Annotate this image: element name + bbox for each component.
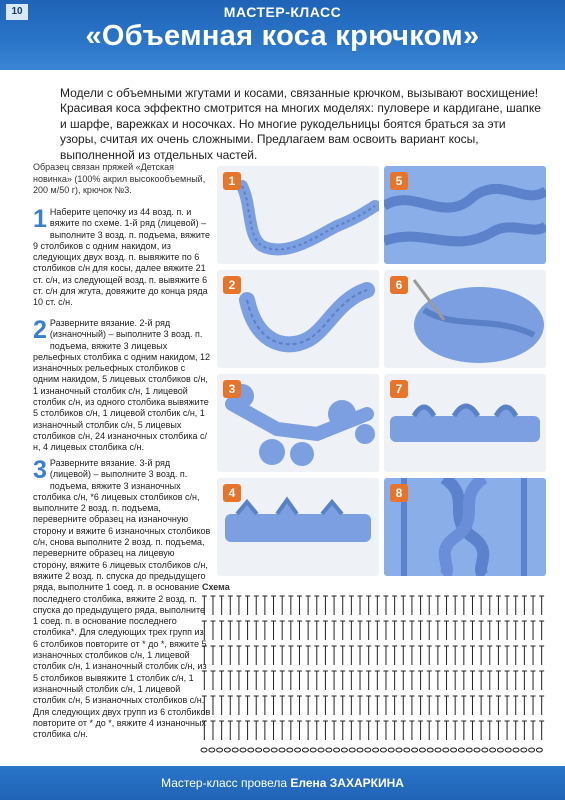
chain-stitch xyxy=(217,748,223,752)
yarn-bumps-illustration xyxy=(384,374,546,472)
chain-stitch xyxy=(373,748,379,752)
intro-paragraph: Модели с объемными жгутами и косами, связанные крючком, вызывают восхищение! xyxy=(60,86,539,100)
step-number: 2 xyxy=(33,316,47,344)
chain-stitch xyxy=(482,748,488,752)
chain-stitch xyxy=(326,748,332,752)
step-text: Разверните вязание. 2-й ряд (изнаночный) – выполните 3 возд. п. подъема, вяжите 3 лицевых рельефных столбика с одним накидом, 12 изнаночных рельефных столбиков с одним накидом, 5 лицевых столбиков с/н, 1 изнаночный столбик с/н, 1 лицевой столбик с/н, из одного столбика вывяжите 5 столбиков с/н, 1 лицевой столбик с/н, 1 изнаночный столбик с/н, 5 лицевых столбиков с/н, 24 изнаночных столбика с/н, 4 лицевых столбика с/н. xyxy=(33,318,211,453)
credits-prefix: Мастер-класс провела xyxy=(161,776,291,790)
chain-stitch xyxy=(380,748,386,752)
chain-stitch xyxy=(201,748,207,752)
photo-badge: 5 xyxy=(390,172,408,190)
chain-stitch xyxy=(287,748,293,752)
chain-stitch xyxy=(427,748,433,752)
chain-stitch xyxy=(256,748,262,752)
chain-stitch xyxy=(388,748,394,752)
chain-stitch xyxy=(318,748,324,752)
chain-stitch xyxy=(248,748,254,752)
chain-stitch xyxy=(396,748,402,752)
page-title: «Объемная коса крючком» xyxy=(85,20,480,52)
step-3 xyxy=(33,458,211,740)
chain-stitch xyxy=(497,748,503,752)
step-text: Наберите цепочку из 44 возд. п. и вяжите по схеме. 1-й ряд (лицевой) – выполните 3 возд. п. подъема, вяжите 9 столбиков с одним накидом, из следующих двух возд. п. вывяжите по 6 столбиков с/н для косы, далее вяжите 21 ст. с/н, из следующей возд. п. вывяжите 6 ст. с/н для жгута, довяжите до конца ряда 10 ст. с/н. xyxy=(33,207,210,308)
credits xyxy=(0,776,565,790)
step-text: Разверните вязание. 3-й ряд (лицевой) – выполните 3 возд. п. подъема, вяжите 3 изнаночных столбика с/н, *6 лицевых столбиков с/н, выполните 2 возд. п. подъема, переверните образец на изнаночную сторону и вяжите 6 изнаночных столбиков с/н, снова выполните 2 возд. п. подъема, переверните образец на лицевую сторону, вяжите 6 лицевых столбиков с/н, вяжите 2 возд. п. спуска до предыдущего ряда, выполните 1 соед. п. в основание последнего столбика, вяжите 2 возд. п. спуска до предыдущего ряда, выполните 1 соед. п. в основание последнего столбика*. Для следующих трех групп из 6 столбиков повторите от * до *, вяжите 5 изнаночных столбиков с/н, 1 лицевой столбик с/н, 1 изнаночный столбик с/н, из 5 столбиков вывяжите 1 столбик с/н, 1 изнаночный столбик с/н, 1 лицевой столбик с/н, 5 изнаночных столбиков с/н. Для следующих двух групп из 6 столбиков повторите от * до *, вяжите 4 изнаночных столбика с/н. xyxy=(33,458,211,740)
yarn-lobes-illustration xyxy=(217,374,379,472)
crochet-chart xyxy=(200,592,546,758)
chain-stitch xyxy=(232,748,238,752)
chain-stitch xyxy=(505,748,511,752)
chain-stitch xyxy=(334,748,340,752)
photo-badge: 7 xyxy=(390,380,408,398)
chain-stitch xyxy=(263,748,269,752)
photo-step-5 xyxy=(384,166,546,264)
chain-stitch xyxy=(474,748,480,752)
photo-step-7 xyxy=(384,374,546,472)
chain-stitch xyxy=(490,748,496,752)
chain-stitch xyxy=(295,748,301,752)
chain-stitch xyxy=(435,748,441,752)
chain-stitch xyxy=(458,748,464,752)
yarn-hook-illustration xyxy=(384,270,546,368)
photo-step-8 xyxy=(384,478,546,576)
photo-badge: 4 xyxy=(223,484,241,502)
photo-step-1 xyxy=(217,166,379,264)
footer-banner xyxy=(0,766,565,800)
chain-stitch xyxy=(357,748,363,752)
chain-stitch xyxy=(466,748,472,752)
stitch-grid xyxy=(201,596,544,752)
chain-stitch xyxy=(349,748,355,752)
chain-stitch xyxy=(521,748,527,752)
yarn-band-illustration xyxy=(217,478,379,576)
chain-stitch xyxy=(365,748,371,752)
yarn-cable-illustration xyxy=(384,478,546,576)
yarn-chain-illustration xyxy=(217,166,379,264)
chain-stitch xyxy=(536,748,542,752)
chain-stitch xyxy=(341,748,347,752)
chain-stitch xyxy=(240,748,246,752)
chain-stitch xyxy=(224,748,230,752)
intro-paragraph: Красивая коса эффектно смотрится на многих моделях: пуловере и кардигане, шапке и шарфе, варежках и носочках. Но многие рукодельницы боятся браться за эти узоры, считая их очень сложными. Предлагаем вам освоить вариант косы, выполненной из отдельных частей. xyxy=(60,101,541,162)
step-number: 3 xyxy=(33,456,47,484)
chain-stitch xyxy=(443,748,449,752)
chain-stitch xyxy=(451,748,457,752)
photo-step-3 xyxy=(217,374,379,472)
chain-stitch xyxy=(412,748,418,752)
yarn-note: Образец связан пряжей «Детская новинка» (100% акрил высокообъемный, 200 м/50 г), крючок №3. xyxy=(33,162,206,196)
chain-stitch xyxy=(209,748,215,752)
photo-badge: 3 xyxy=(223,380,241,398)
step-1 xyxy=(33,207,211,309)
page-number: 10 xyxy=(6,4,28,20)
photo-step-6 xyxy=(384,270,546,368)
chain-stitch xyxy=(302,748,308,752)
chain-stitch xyxy=(404,748,410,752)
step-2 xyxy=(33,318,211,454)
photo-badge: 8 xyxy=(390,484,408,502)
step-number: 1 xyxy=(33,205,47,233)
schema-label: Схема xyxy=(202,582,230,592)
chain-stitch xyxy=(419,748,425,752)
yarn-arc-illustration xyxy=(217,270,379,368)
chain-stitch xyxy=(529,748,535,752)
intro-text xyxy=(60,86,545,163)
photo-badge: 1 xyxy=(223,172,241,190)
chain-stitch xyxy=(279,748,285,752)
yarn-closeup-illustration xyxy=(384,166,546,264)
photo-badge: 6 xyxy=(390,276,408,294)
section-kicker: МАСТЕР-КЛАСС xyxy=(223,4,342,20)
chain-stitch xyxy=(310,748,316,752)
photo-step-4 xyxy=(217,478,379,576)
photo-step-2 xyxy=(217,270,379,368)
photo-badge: 2 xyxy=(223,276,241,294)
author-name: Елена ЗАХАРКИНА xyxy=(290,776,404,790)
chain-stitch xyxy=(513,748,519,752)
chain-stitch xyxy=(271,748,277,752)
header-banner xyxy=(0,0,565,70)
